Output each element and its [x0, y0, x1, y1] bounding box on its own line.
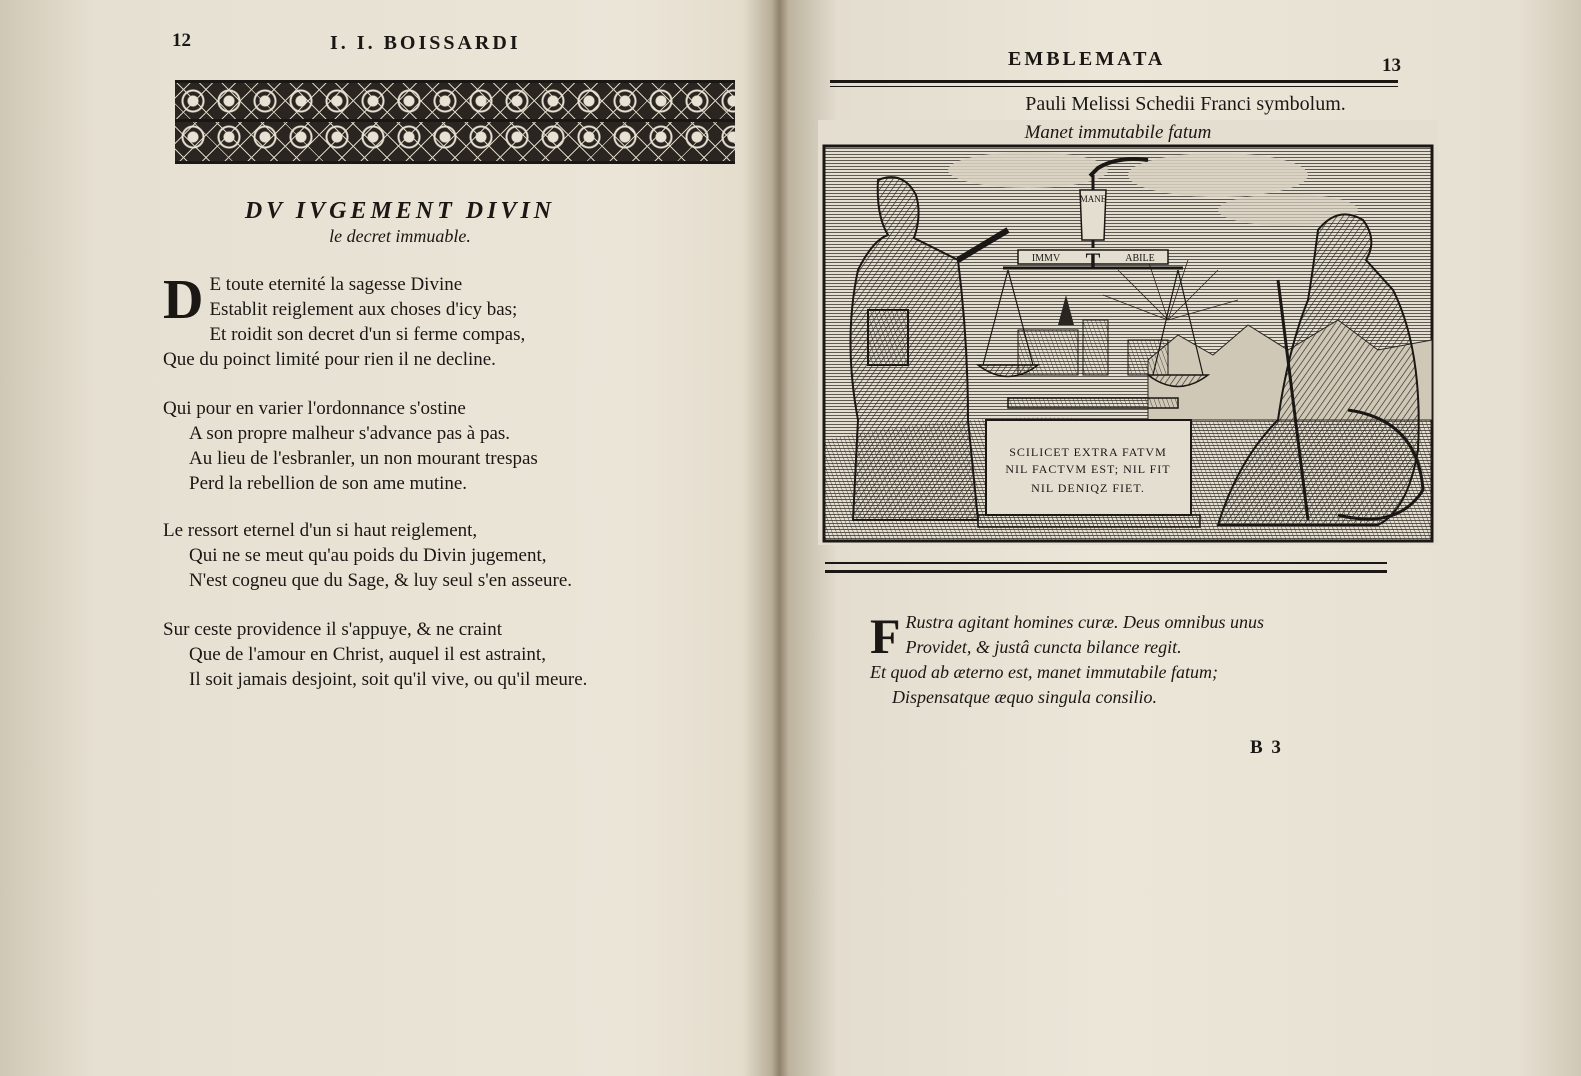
verse-line: Qui pour en varier l'ordonnance s'ostine [163, 398, 466, 419]
banner-top-text: MANE [1079, 194, 1107, 204]
plinth-line-1: SCILICET EXTRA FATVM [1009, 445, 1167, 459]
right-folio: 13 [1382, 55, 1401, 76]
verse-line: Que de l'amour en Christ, auquel il est astraint, [189, 644, 546, 665]
poem-subtitle: le decret immuable. [329, 226, 471, 246]
right-running-head: EMBLEMATA [1008, 48, 1166, 70]
verse-line: A son propre malheur s'advance pas à pas. [189, 423, 511, 444]
latin-line: Et quod ab æterno est, manet immutabile fatum; [870, 662, 1218, 682]
stanza-4 [163, 617, 723, 692]
plinth-line-3: NIL DENIQZ FIET. [1031, 481, 1145, 495]
latin-line: Providet, & justâ cuncta bilance regit. [905, 637, 1182, 657]
verse-line: Au lieu de l'esbranler, un non mourant trespas [189, 448, 538, 469]
bottom-rule-thick [825, 570, 1387, 573]
engraving-motto: Manet immutabile fatum [1024, 122, 1212, 143]
stanza-1 [163, 269, 723, 372]
latin-drop-capital: F [870, 608, 901, 664]
banner-left-text: IMMV [1031, 253, 1061, 264]
verse-line: Establit reiglement aux choses d'icy bas; [209, 299, 518, 320]
verse-line: Sur ceste providence il s'appuye, & ne craint [163, 619, 502, 640]
verse-line: E toute eternité la sagesse Divine [209, 274, 463, 295]
banner-center-text: T [1085, 248, 1101, 273]
verse-line: N'est cogneu que du Sage, & luy seul s'en asseure. [189, 570, 573, 591]
signature-mark: B 3 [1250, 737, 1283, 758]
stanza-3 [163, 518, 723, 593]
left-folio: 12 [172, 30, 191, 51]
verse-line: Et roidit son decret d'un si ferme compas, [209, 324, 526, 345]
stanza-2 [163, 396, 723, 496]
latin-line: Dispensatque æquo singula consilio. [892, 687, 1157, 707]
verse-line: Qui ne se meut qu'au poids du Divin jugement, [189, 545, 547, 566]
engraving-image [818, 120, 1438, 545]
right-page [790, 0, 1581, 1076]
emblem-engraving [818, 120, 1438, 545]
verse-line: Que du poinct limité pour rien il ne decline. [163, 349, 496, 370]
plinth-line-2: NIL FACTVM EST; NIL FIT [1005, 462, 1171, 476]
symbol-name: Pauli Melissi Schedii Franci symbolum. [1025, 93, 1346, 115]
verse-line: Il soit jamais desjoint, soit qu'il vive, ou qu'il meure. [189, 669, 588, 690]
top-rule-thin [830, 86, 1398, 87]
bottom-rule [825, 562, 1387, 564]
banner-right-text: ABILE [1125, 253, 1155, 264]
left-running-head: I. I. BOISSARDI [330, 32, 521, 54]
drop-capital: D [163, 269, 204, 331]
poem-title: DV IVGEMENT DIVIN [244, 198, 556, 224]
verse-line: Perd la rebellion de son ame mutine. [189, 473, 468, 494]
latin-epigram [870, 610, 1390, 710]
verse-line: Le ressort eternel d'un si haut reiglement, [163, 520, 478, 541]
ornamental-headpiece [175, 80, 735, 164]
left-page [0, 0, 780, 1076]
top-rule [830, 80, 1398, 83]
latin-line: Rustra agitant homines curæ. Deus omnibus unus [905, 612, 1265, 632]
